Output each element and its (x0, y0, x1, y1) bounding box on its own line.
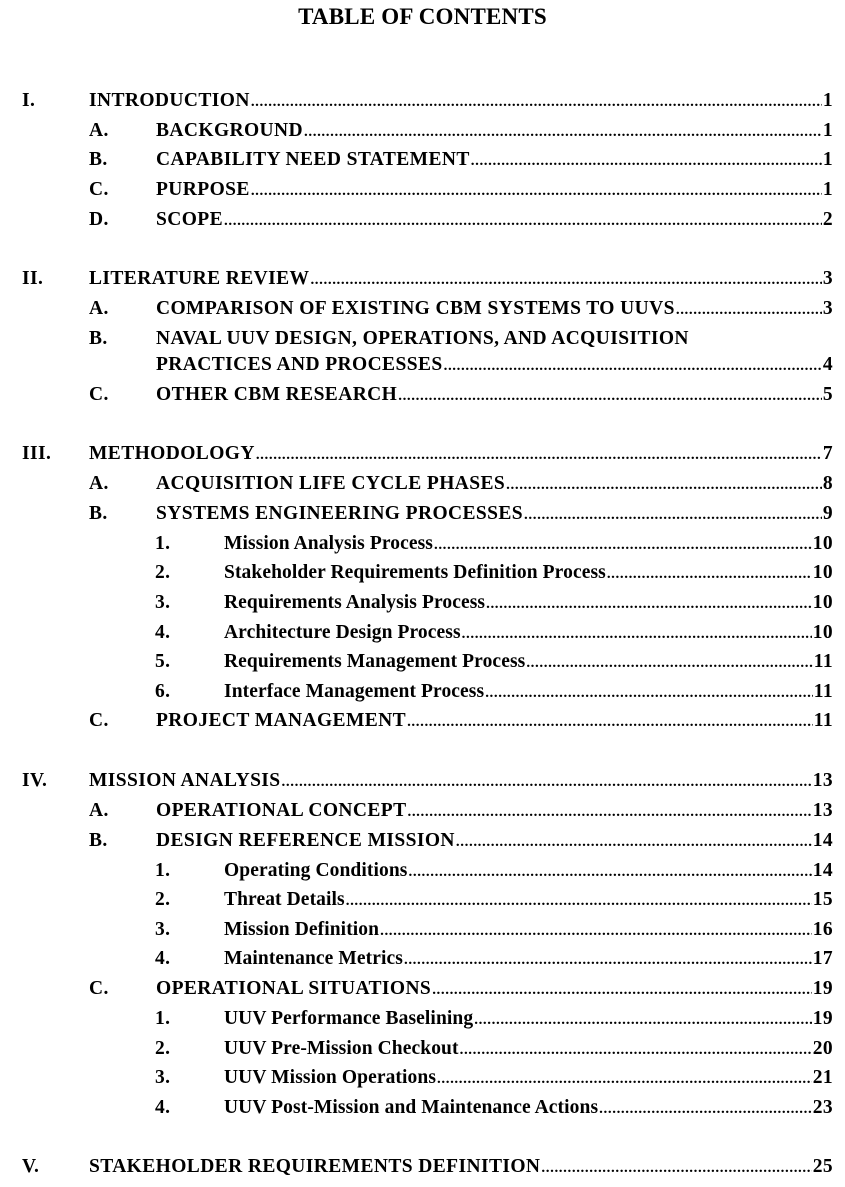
section-letter: A. (89, 120, 109, 141)
page-number: 1 (822, 149, 833, 170)
toc-chapter-methodology[interactable] (0, 439, 845, 469)
page-number: 11 (813, 681, 833, 702)
toc-section-acquisition-life-cycle[interactable] (0, 469, 845, 499)
page-number: 21 (812, 1067, 833, 1088)
subsection-title: Stakeholder Requirements Definition Process (224, 562, 606, 583)
subsection-title: Threat Details (224, 889, 345, 910)
subsection-title: Interface Management Process (224, 681, 485, 702)
subsection-title: Requirements Management Process (224, 651, 526, 672)
dot-leader (404, 945, 812, 975)
dot-leader (460, 1035, 812, 1065)
page-number: 10 (812, 562, 833, 583)
toc-section-background[interactable] (0, 116, 845, 146)
dot-leader (541, 1153, 811, 1183)
chapter-title: LITERATURE REVIEW (89, 268, 310, 289)
subsection-number: 2. (155, 889, 171, 910)
toc-section-comparison-cbm-uuvs[interactable] (0, 294, 845, 324)
page-number: 3 (822, 268, 833, 289)
subsection-title: Mission Definition (224, 919, 380, 940)
toc-section-scope[interactable] (0, 205, 845, 235)
chapter-number: II. (22, 268, 44, 289)
page-number: 14 (812, 860, 833, 881)
section-letter: A. (89, 473, 109, 494)
section-title: OTHER CBM RESEARCH (156, 384, 398, 405)
dot-leader (251, 87, 822, 117)
page-number: 14 (812, 830, 833, 851)
dot-leader (506, 470, 822, 500)
dot-leader (282, 767, 812, 797)
page-number: 13 (812, 800, 833, 821)
toc-subsection-requirements-management[interactable] (0, 647, 845, 677)
page-number: 3 (822, 298, 833, 319)
toc-subsection-uuv-post-mission[interactable] (0, 1093, 845, 1123)
dot-leader (380, 916, 812, 946)
dot-leader (434, 530, 812, 560)
subsection-number: 3. (155, 592, 171, 613)
section-title: OPERATIONAL CONCEPT (156, 800, 407, 821)
subsection-number: 4. (155, 1097, 171, 1118)
toc-section-operational-situations[interactable] (0, 974, 845, 1004)
dot-leader (432, 975, 812, 1005)
dot-leader (346, 886, 812, 916)
subsection-number: 6. (155, 681, 171, 702)
chapter-title: STAKEHOLDER REQUIREMENTS DEFINITION (89, 1156, 541, 1177)
toc-section-project-management[interactable] (0, 706, 845, 736)
page-number: 19 (812, 978, 833, 999)
chapter-title: MISSION ANALYSIS (89, 770, 281, 791)
toc-subsection-mission-definition[interactable] (0, 915, 845, 945)
subsection-title: Requirements Analysis Process (224, 592, 486, 613)
toc-chapter-literature-review[interactable] (0, 264, 845, 294)
dot-leader (526, 648, 812, 678)
subsection-number: 4. (155, 622, 171, 643)
toc-subsection-interface-management[interactable] (0, 677, 845, 707)
dot-leader (474, 1005, 811, 1035)
section-title: COMPARISON OF EXISTING CBM SYSTEMS TO UUVS (156, 298, 675, 319)
toc-subsection-mission-analysis-process[interactable] (0, 529, 845, 559)
section-title: CAPABILITY NEED STATEMENT (156, 149, 470, 170)
section-title: PURPOSE (156, 179, 250, 200)
page-number: 1 (822, 120, 833, 141)
subsection-number: 5. (155, 651, 171, 672)
toc-subsection-stakeholder-requirements[interactable] (0, 558, 845, 588)
toc-subsection-requirements-analysis[interactable] (0, 588, 845, 618)
section-title: BACKGROUND (156, 120, 304, 141)
section-title: DESIGN REFERENCE MISSION (156, 830, 455, 851)
page-number: 7 (822, 443, 833, 464)
dot-leader (437, 1064, 812, 1094)
section-letter: D. (89, 209, 109, 230)
section-letter: B. (89, 328, 108, 349)
page-number: 8 (822, 473, 833, 494)
page-number: 15 (812, 889, 833, 910)
subsection-title: Architecture Design Process (224, 622, 461, 643)
section-title: ACQUISITION LIFE CYCLE PHASES (156, 473, 506, 494)
toc-subsection-maintenance-metrics[interactable] (0, 944, 845, 974)
subsection-title: UUV Mission Operations (224, 1067, 437, 1088)
subsection-title: Maintenance Metrics (224, 948, 403, 969)
subsection-number: 1. (155, 1008, 171, 1029)
toc-subsection-operating-conditions[interactable] (0, 856, 845, 886)
section-title: SCOPE (156, 209, 224, 230)
toc-chapter-introduction[interactable] (0, 86, 845, 116)
toc-section-design-reference-mission[interactable] (0, 826, 845, 856)
toc-subsection-threat-details[interactable] (0, 885, 845, 915)
section-title-line2: PRACTICES AND PROCESSES (156, 354, 443, 375)
page-number: 10 (812, 533, 833, 554)
dot-leader (256, 440, 822, 470)
page-number: 13 (812, 770, 833, 791)
subsection-title: Mission Analysis Process (224, 533, 433, 554)
section-letter: A. (89, 298, 109, 319)
section-title: OPERATIONAL SITUATIONS (156, 978, 432, 999)
page-number: 20 (812, 1038, 833, 1059)
section-letter: A. (89, 800, 109, 821)
subsection-title: UUV Performance Baselining (224, 1008, 474, 1029)
dot-leader (407, 707, 813, 737)
page-number: 1 (822, 90, 833, 111)
section-letter: B. (89, 149, 108, 170)
dot-leader (409, 857, 812, 887)
section-title-line1: NAVAL UUV DESIGN, OPERATIONS, AND ACQUISITION (156, 328, 689, 349)
page-number: 11 (813, 651, 833, 672)
toc-section-operational-concept[interactable] (0, 796, 845, 826)
dot-leader (310, 265, 821, 295)
subsection-number: 2. (155, 562, 171, 583)
section-letter: C. (89, 384, 109, 405)
dot-leader (444, 351, 822, 381)
toc-section-purpose[interactable] (0, 175, 845, 205)
dot-leader (398, 381, 822, 411)
chapter-number: III. (22, 443, 52, 464)
dot-leader (251, 176, 822, 206)
toc-chapter-stakeholder-requirements-definition[interactable] (0, 1152, 845, 1182)
section-letter: C. (89, 179, 109, 200)
page-title: TABLE OF CONTENTS (298, 4, 547, 29)
toc-subsection-uuv-mission-operations[interactable] (0, 1063, 845, 1093)
toc-section-capability-need-statement[interactable] (0, 145, 845, 175)
dot-leader (486, 589, 812, 619)
dot-leader (471, 146, 822, 176)
chapter-number: I. (22, 90, 36, 111)
dot-leader (524, 500, 822, 530)
toc-section-systems-engineering[interactable] (0, 499, 845, 529)
page-number: 23 (812, 1097, 833, 1118)
chapter-title: INTRODUCTION (89, 90, 250, 111)
page-number: 2 (822, 209, 833, 230)
toc-subsection-uuv-pre-mission-checkout[interactable] (0, 1034, 845, 1064)
dot-leader (676, 295, 822, 325)
toc-subsection-uuv-performance-baselining[interactable] (0, 1004, 845, 1034)
chapter-number: IV. (22, 770, 48, 791)
subsection-number: 4. (155, 948, 171, 969)
section-letter: B. (89, 830, 108, 851)
toc-section-naval-uuv-design[interactable] (0, 324, 845, 380)
subsection-number: 3. (155, 1067, 171, 1088)
subsection-number: 3. (155, 919, 171, 940)
chapter-number: V. (22, 1156, 40, 1177)
section-letter: B. (89, 503, 108, 524)
subsection-title: UUV Post-Mission and Maintenance Actions (224, 1097, 599, 1118)
page-number: 10 (812, 622, 833, 643)
page-number: 16 (812, 919, 833, 940)
dot-leader (456, 827, 812, 857)
subsection-number: 1. (155, 860, 171, 881)
subsection-number: 2. (155, 1038, 171, 1059)
dot-leader (485, 678, 813, 708)
section-letter: C. (89, 710, 109, 731)
page-number: 10 (812, 592, 833, 613)
subsection-number: 1. (155, 533, 171, 554)
toc-section-other-cbm-research[interactable] (0, 380, 845, 410)
page-number: 19 (812, 1008, 833, 1029)
subsection-title: Operating Conditions (224, 860, 408, 881)
dot-leader (599, 1094, 812, 1124)
chapter-title: METHODOLOGY (89, 443, 255, 464)
page-number: 25 (812, 1156, 833, 1177)
page-number: 1 (822, 179, 833, 200)
dot-leader (407, 797, 811, 827)
toc-chapter-mission-analysis[interactable] (0, 766, 845, 796)
toc-subsection-architecture-design[interactable] (0, 618, 845, 648)
page-number: 4 (822, 354, 833, 375)
section-title: PROJECT MANAGEMENT (156, 710, 407, 731)
dot-leader (224, 206, 822, 236)
dot-leader (607, 559, 812, 589)
page-number: 17 (812, 948, 833, 969)
page-number: 9 (822, 503, 833, 524)
section-title: SYSTEMS ENGINEERING PROCESSES (156, 503, 524, 524)
subsection-title: UUV Pre-Mission Checkout (224, 1038, 459, 1059)
dot-leader (304, 117, 822, 147)
page-number: 5 (822, 384, 833, 405)
page-number: 11 (813, 710, 833, 731)
dot-leader (462, 619, 812, 649)
section-letter: C. (89, 978, 109, 999)
